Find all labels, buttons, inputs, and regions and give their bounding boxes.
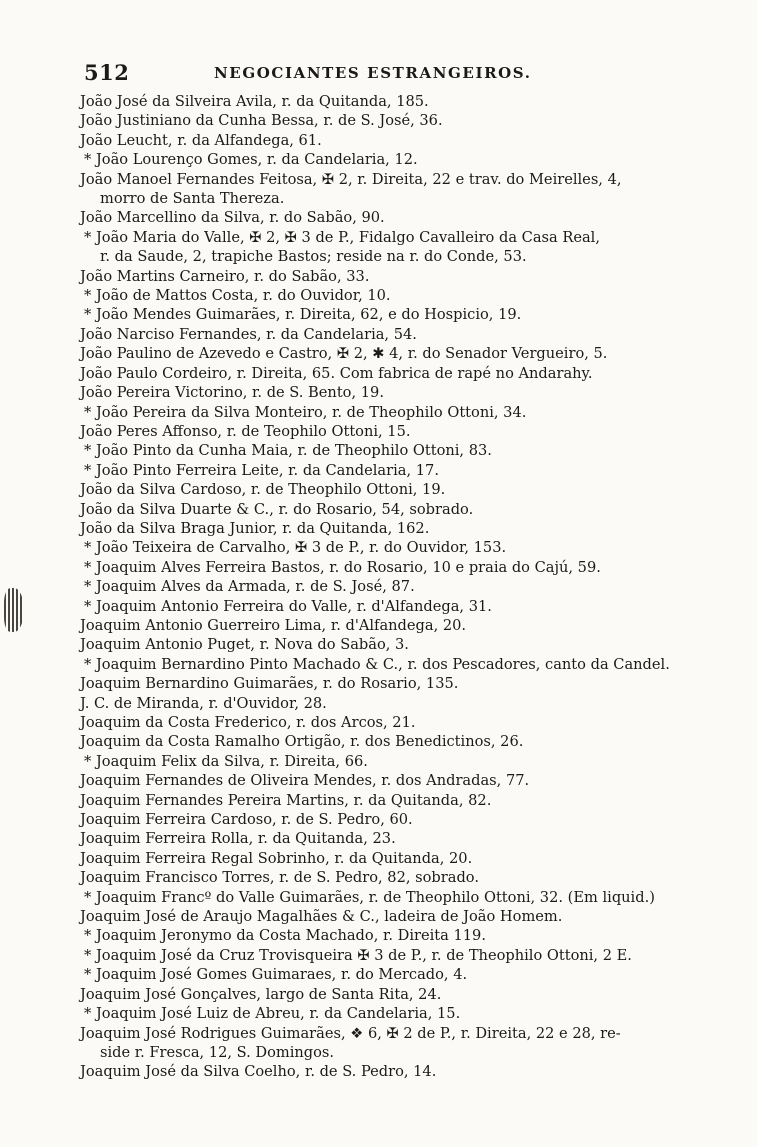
entry-continuation: side r. Fresca, 12, S. Domingos. — [100, 1043, 335, 1061]
directory-entry — [80, 635, 730, 654]
entry-text: João Leucht, r. da Alfandega, 61. — [80, 131, 322, 149]
directory-entry — [80, 558, 730, 577]
entry-text: João Pinto da Cunha Maia, r. de Theophilo Ottoni, 83. — [95, 442, 492, 460]
asterisk-marker: * — [84, 946, 96, 964]
directory-entry — [80, 519, 730, 538]
entry-text: J. C. de Miranda, r. d'Ouvidor, 28. — [80, 694, 327, 712]
entry-text: Joaquim Bernardino Guimarães, r. do Rosario, 135. — [80, 675, 459, 693]
entry-text: João Manoel Fernandes Feitosa, ✠ 2, r. Direita, 22 e trav. do Meirelles, 4, — [80, 170, 622, 188]
asterisk-marker: * — [84, 752, 96, 770]
directory-entry — [80, 752, 730, 771]
entry-text: João Pinto Ferreira Leite, r. da Candelaria, 17. — [95, 461, 439, 479]
directory-entry — [80, 577, 730, 596]
directory-entry — [80, 170, 730, 189]
directory-entry — [80, 868, 730, 887]
entry-text: João Justiniano da Cunha Bessa, r. de S. José, 36. — [80, 112, 443, 130]
directory-entry — [80, 888, 730, 907]
directory-entry — [80, 111, 730, 130]
asterisk-marker: * — [84, 228, 96, 246]
directory-entry — [80, 829, 730, 848]
asterisk-marker: * — [84, 403, 96, 421]
entry-text: João Pereira da Silva Monteiro, r. de Theophilo Ottoni, 34. — [95, 403, 527, 421]
entry-text: Joaquim José de Araujo Magalhães & C., ladeira de João Homem. — [80, 908, 563, 926]
directory-entry — [80, 907, 730, 926]
entry-text: João da Silva Braga Junior, r. da Quitanda, 162. — [80, 519, 430, 537]
directory-entry — [80, 150, 730, 169]
directory-entry — [80, 325, 730, 344]
entry-text: Joaquim Antonio Ferreira do Valle, r. d'Alfandega, 31. — [95, 597, 492, 615]
entry-text: Joaquim Ferreira Rolla, r. da Quitanda, 23. — [80, 830, 396, 848]
directory-entry — [80, 267, 730, 286]
directory-entry — [80, 538, 730, 557]
directory-entry — [80, 422, 730, 441]
entry-text: Joaquim Alves Ferreira Bastos, r. do Rosario, 10 e praia do Cajú, 59. — [95, 558, 601, 576]
page-header — [84, 58, 554, 88]
entry-text: João Peres Affonso, r. de Teophilo Ottoni, 15. — [80, 422, 411, 440]
directory-entry — [80, 364, 730, 383]
directory-entry — [80, 286, 730, 305]
asterisk-marker: * — [84, 442, 96, 460]
directory-entry — [80, 228, 730, 247]
entry-text: Joaquim José da Silva Coelho, r. de S. Pedro, 14. — [80, 1063, 437, 1081]
entry-text: João da Silva Duarte & C., r. do Rosario, 54, sobrado. — [80, 500, 474, 518]
directory-entry — [80, 480, 730, 499]
directory-entry — [80, 810, 730, 829]
entry-text: Joaquim Francisco Torres, r. de S. Pedro, 82, sobrado. — [80, 869, 479, 887]
asterisk-marker: * — [84, 655, 96, 673]
entry-text: Joaquim da Costa Ramalho Ortigão, r. dos Benedictinos, 26. — [80, 733, 524, 751]
directory-entry — [80, 713, 730, 732]
entry-text: Joaquim José Luiz de Abreu, r. da Candelaria, 15. — [95, 1005, 461, 1023]
entry-text: João Narciso Fernandes, r. da Candelaria, 54. — [80, 325, 417, 343]
entry-text: Joaquim Felix da Silva, r. Direita, 66. — [95, 752, 368, 770]
entry-text: Joaquim Bernardino Pinto Machado & C., r. dos Pescadores, canto da Candel. — [95, 655, 670, 673]
directory-entry — [80, 500, 730, 519]
directory-entry — [80, 597, 730, 616]
directory-entry — [80, 92, 730, 111]
entry-continuation: morro de Santa Thereza. — [100, 190, 285, 208]
asterisk-marker: * — [84, 927, 96, 945]
entry-text: Joaquim Fernandes Pereira Martins, r. da Quitanda, 82. — [80, 791, 492, 809]
directory-entry — [80, 461, 730, 480]
directory-entry — [80, 674, 730, 693]
directory-entry — [80, 208, 730, 227]
directory-entry — [80, 849, 730, 868]
asterisk-marker: * — [84, 461, 96, 479]
page-number: 512 — [84, 60, 130, 85]
entry-text: Joaquim Francº do Valle Guimarães, r. de Theophilo Ottoni, 32. (Em liquid.) — [95, 888, 655, 906]
entry-text: Joaquim Ferreira Cardoso, r. de S. Pedro, 60. — [80, 811, 413, 829]
directory-entry — [80, 694, 730, 713]
entry-text: João Pereira Victorino, r. de S. Bento, 19. — [80, 384, 384, 402]
asterisk-marker: * — [84, 578, 96, 596]
directory-entry — [80, 131, 730, 150]
entry-text: João da Silva Cardoso, r. de Theophilo Ottoni, 19. — [80, 481, 446, 499]
entry-text: Joaquim Antonio Puget, r. Nova do Sabão, 3. — [80, 636, 409, 654]
directory-entry — [80, 732, 730, 751]
asterisk-marker: * — [84, 539, 96, 557]
entry-text: Joaquim José Rodrigues Guimarães, ❖ 6, ✠ 2 de P., r. Direita, 22 e 28, re- — [80, 1024, 621, 1042]
asterisk-marker: * — [84, 597, 96, 615]
directory-entry — [80, 946, 730, 965]
entry-text: João Paulo Cordeiro, r. Direita, 65. Com fabrica de rapé no Andarahy. — [80, 364, 593, 382]
asterisk-marker: * — [84, 966, 96, 984]
entry-text: Joaquim Alves da Armada, r. de S. José, 87. — [95, 578, 415, 596]
directory-entry — [80, 305, 730, 324]
directory-entry — [80, 985, 730, 1004]
entry-text: João Lourenço Gomes, r. da Candelaria, 12. — [95, 151, 418, 169]
asterisk-marker: * — [84, 558, 96, 576]
directory-entry — [80, 441, 730, 460]
directory-entry — [80, 383, 730, 402]
entry-text: Joaquim Antonio Guerreiro Lima, r. d'Alfandega, 20. — [80, 616, 467, 634]
directory-entry — [80, 771, 730, 790]
entry-text: Joaquim José Gonçalves, largo de Santa Rita, 24. — [80, 985, 442, 1003]
entry-text: João Mendes Guimarães, r. Direita, 62, e do Hospicio, 19. — [95, 306, 522, 324]
asterisk-marker: * — [84, 151, 96, 169]
running-head: NEGOCIANTES ESTRANGEIROS. — [214, 64, 532, 82]
entry-continuation: r. da Saude, 2, trapiche Bastos; reside na r. do Conde, 53. — [100, 248, 527, 266]
entry-text: Joaquim José Gomes Guimaraes, r. do Mercado, 4. — [95, 966, 468, 984]
entry-text: João José da Silveira Avila, r. da Quitanda, 185. — [80, 93, 429, 110]
entry-text: Joaquim da Costa Frederico, r. dos Arcos, 21. — [80, 714, 416, 731]
asterisk-marker: * — [84, 306, 96, 324]
directory-entry — [80, 791, 730, 810]
asterisk-marker: * — [84, 888, 96, 906]
entry-list — [80, 92, 730, 1082]
entry-text: João Paulino de Azevedo e Castro, ✠ 2, ✱ 4, r. do Senador Vergueiro, 5. — [80, 345, 608, 363]
entry-text: Joaquim Fernandes de Oliveira Mendes, r. dos Andradas, 77. — [80, 772, 530, 790]
entry-text: João Maria do Valle, ✠ 2, ✠ 3 de P., Fidalgo Cavalleiro da Casa Real, — [95, 228, 600, 246]
directory-entry — [80, 344, 730, 363]
directory-entry — [80, 403, 730, 422]
entry-text: Joaquim José da Cruz Trovisqueira ✠ 3 de P., r. de Theophilo Ottoni, 2 E. — [95, 946, 632, 964]
asterisk-marker: * — [84, 1005, 96, 1023]
directory-entry — [80, 1062, 730, 1081]
entry-text: João Marcellino da Silva, r. do Sabão, 90. — [80, 209, 385, 227]
entry-text: João Martins Carneiro, r. do Sabão, 33. — [80, 267, 370, 285]
entry-text: Joaquim Jeronymo da Costa Machado, r. Direita 119. — [95, 927, 486, 945]
directory-entry — [80, 616, 730, 635]
entry-text: João de Mattos Costa, r. do Ouvidor, 10. — [95, 287, 391, 305]
ink-smudge — [4, 588, 24, 632]
entry-text: Joaquim Ferreira Regal Sobrinho, r. da Quitanda, 20. — [80, 849, 473, 867]
entry-text: João Teixeira de Carvalho, ✠ 3 de P., r. do Ouvidor, 153. — [95, 539, 507, 557]
directory-entry — [80, 655, 730, 674]
directory-entry — [80, 965, 730, 984]
directory-entry — [80, 1004, 730, 1023]
directory-entry — [80, 1024, 730, 1043]
asterisk-marker: * — [84, 287, 96, 305]
directory-entry — [80, 926, 730, 945]
